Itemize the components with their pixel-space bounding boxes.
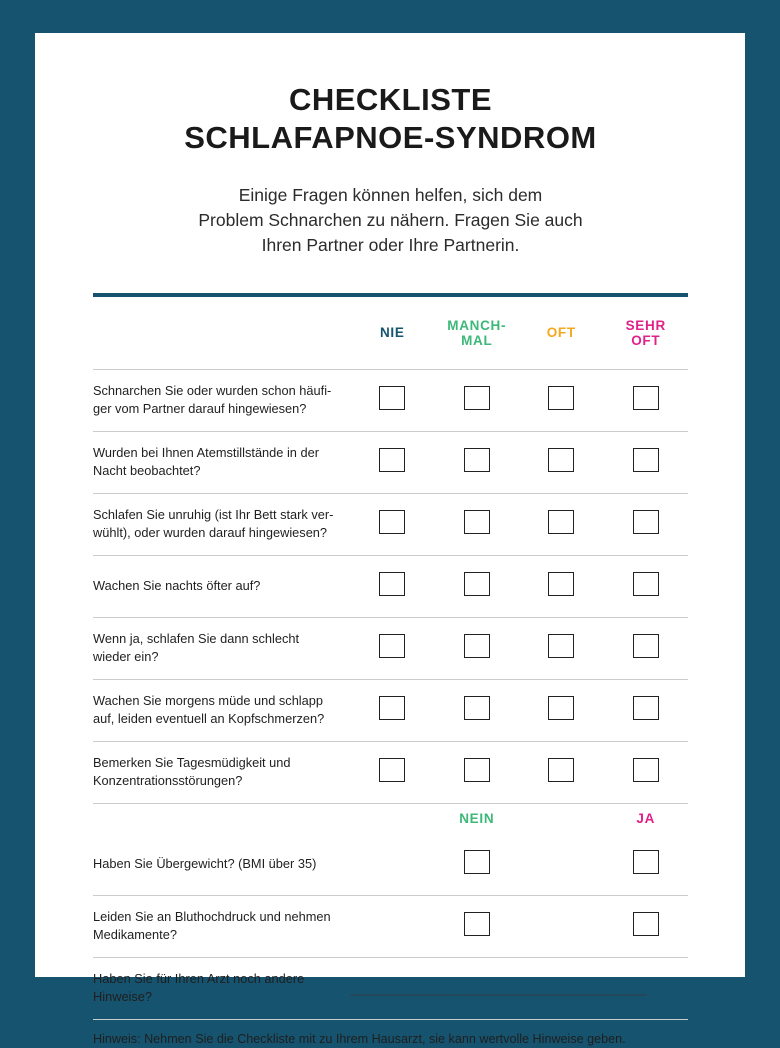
question-text <box>93 895 350 957</box>
question-line-1: Bemerken Sie Tagesmüdigkeit und <box>93 755 291 771</box>
question-line-1: Wachen Sie morgens müde und schlapp <box>93 693 324 709</box>
checkbox-nie[interactable] <box>379 696 405 720</box>
cell-sehr-oft <box>604 555 689 617</box>
question-text <box>93 679 350 741</box>
frequency-header-row <box>93 297 688 370</box>
question-text <box>93 431 350 493</box>
question-line-2: wieder ein? <box>93 649 159 665</box>
yesno-header-spacer-2 <box>350 803 435 834</box>
question-line-1: Wenn ja, schlafen Sie dann schlecht <box>93 631 300 647</box>
checkbox-sehr-oft[interactable] <box>633 448 659 472</box>
checkbox-nie[interactable] <box>379 386 405 410</box>
checkbox-manchmal[interactable] <box>464 448 490 472</box>
cell-oft <box>519 741 604 803</box>
checkbox-oft[interactable] <box>548 386 574 410</box>
cell-sehr-oft <box>604 617 689 679</box>
checkbox-nie[interactable] <box>379 572 405 596</box>
checkbox-manchmal[interactable] <box>464 758 490 782</box>
checkbox-manchmal[interactable] <box>464 510 490 534</box>
yesno-header-spacer-3 <box>519 803 604 834</box>
yesno-header-spacer <box>93 803 350 834</box>
question-line-2: wühlt), oder wurden darauf hingewiesen? <box>93 525 328 541</box>
checkbox-nie[interactable] <box>379 448 405 472</box>
document-content <box>93 33 688 1048</box>
checkbox-oft[interactable] <box>548 448 574 472</box>
column-header-manchmal <box>435 297 520 370</box>
question-text <box>93 957 350 1019</box>
question-text <box>93 555 350 617</box>
checkbox-oft[interactable] <box>548 510 574 534</box>
checkbox-nein[interactable] <box>464 912 490 936</box>
question-text <box>93 493 350 555</box>
column-header-nie: NIE <box>379 325 405 341</box>
cell-oft <box>519 679 604 741</box>
table-row <box>93 741 688 803</box>
cell-nie <box>350 555 435 617</box>
checkbox-nie[interactable] <box>379 758 405 782</box>
cell-oft <box>519 617 604 679</box>
cell-ja <box>604 895 689 957</box>
column-header-sehr-oft-line1: SEHR <box>625 317 666 333</box>
question-line-2: ger vom Partner darauf hingewiesen? <box>93 401 307 417</box>
cell-nie <box>350 741 435 803</box>
question-line-1: Haben Sie für Ihren Arzt noch andere <box>93 971 305 987</box>
title-line-1: CHECKLISTE <box>288 82 493 117</box>
checkbox-oft[interactable] <box>548 634 574 658</box>
question-line-2: Hinweise? <box>93 989 153 1005</box>
table-row <box>93 617 688 679</box>
cell-manchmal <box>435 617 520 679</box>
checkbox-oft[interactable] <box>548 572 574 596</box>
cell-sehr-oft <box>604 493 689 555</box>
checkbox-nein[interactable] <box>464 850 490 874</box>
question-text <box>93 741 350 803</box>
title-line-2: SCHLAFAPNOE-SYNDROM <box>184 119 597 155</box>
footer-note: Hinweis: Nehmen Sie die Checkliste mit zu Ihrem Hausarzt, sie kann wertvolle Hinweise geben. <box>93 1019 688 1048</box>
column-header-manchmal-line2: MAL <box>461 332 493 348</box>
column-header-sehr-oft <box>604 297 689 370</box>
checkbox-sehr-oft[interactable] <box>633 572 659 596</box>
cell-sehr-oft <box>604 369 689 431</box>
table-row <box>93 431 688 493</box>
cell-manchmal <box>435 369 520 431</box>
checkbox-manchmal[interactable] <box>464 696 490 720</box>
column-header-manchmal-line1: MANCH- <box>447 317 507 333</box>
document-page <box>35 33 745 1046</box>
table-row <box>93 369 688 431</box>
table-row <box>93 957 688 1019</box>
checkbox-sehr-oft[interactable] <box>633 696 659 720</box>
cell-nie <box>350 369 435 431</box>
cell-empty <box>350 895 435 957</box>
checkbox-nie[interactable] <box>379 510 405 534</box>
cell-empty-2 <box>519 895 604 957</box>
cell-nie <box>350 679 435 741</box>
page-title <box>93 81 688 157</box>
intro-line-2: Problem Schnarchen zu nähern. Fragen Sie auch <box>198 210 583 230</box>
cell-sehr-oft <box>604 741 689 803</box>
checkbox-sehr-oft[interactable] <box>633 386 659 410</box>
question-line-1: Wachen Sie nachts öfter auf? <box>93 578 261 594</box>
column-header-ja: JA <box>604 803 689 834</box>
cell-sehr-oft <box>604 431 689 493</box>
intro-text <box>93 183 688 259</box>
cell-manchmal <box>435 431 520 493</box>
question-text <box>93 834 350 896</box>
column-header-oft: OFT <box>546 325 576 341</box>
checkbox-manchmal[interactable] <box>464 572 490 596</box>
column-header-nein: NEIN <box>435 803 520 834</box>
checkbox-oft[interactable] <box>548 758 574 782</box>
checkbox-ja[interactable] <box>633 850 659 874</box>
checkbox-sehr-oft[interactable] <box>633 510 659 534</box>
free-answer-line[interactable]: _______________________________________ <box>350 957 688 1019</box>
intro-line-3: Ihren Partner oder Ihre Partnerin. <box>261 235 520 256</box>
checklist-table <box>93 297 688 1019</box>
question-line-1: Schlafen Sie unruhig (ist Ihr Bett stark ver- <box>93 507 334 523</box>
cell-manchmal <box>435 679 520 741</box>
question-line-1: Leiden Sie an Bluthochdruck und nehmen <box>93 909 331 925</box>
table-row <box>93 895 688 957</box>
cell-oft <box>519 493 604 555</box>
cell-nein <box>435 834 520 896</box>
cell-manchmal <box>435 493 520 555</box>
column-header-sehr-oft-line2: OFT <box>631 332 661 348</box>
cell-empty <box>350 834 435 896</box>
question-line-2: Konzentrationsstörungen? <box>93 773 243 789</box>
question-text <box>93 617 350 679</box>
cell-nie <box>350 493 435 555</box>
cell-oft <box>519 369 604 431</box>
table-row <box>93 555 688 617</box>
table-row <box>93 834 688 896</box>
cell-manchmal <box>435 555 520 617</box>
checkbox-sehr-oft[interactable] <box>633 634 659 658</box>
cell-oft <box>519 555 604 617</box>
yesno-header-row <box>93 803 688 834</box>
question-column-header <box>93 297 350 370</box>
checkbox-manchmal[interactable] <box>464 386 490 410</box>
table-row <box>93 679 688 741</box>
question-line-1: Wurden bei Ihnen Atemstillstände in der <box>93 445 319 461</box>
cell-nie <box>350 617 435 679</box>
question-line-1: Haben Sie Übergewicht? (BMI über 35) <box>93 856 317 872</box>
question-line-1: Schnarchen Sie oder wurden schon häufi- <box>93 383 332 399</box>
cell-empty-2 <box>519 834 604 896</box>
checkbox-sehr-oft[interactable] <box>633 758 659 782</box>
question-line-2: Nacht beobachtet? <box>93 463 201 479</box>
question-line-2: auf, leiden eventuell an Kopfschmerzen? <box>93 711 325 727</box>
checkbox-nie[interactable] <box>379 634 405 658</box>
table-row <box>93 493 688 555</box>
cell-manchmal <box>435 741 520 803</box>
cell-sehr-oft <box>604 679 689 741</box>
checkbox-manchmal[interactable] <box>464 634 490 658</box>
cell-oft <box>519 431 604 493</box>
cell-ja <box>604 834 689 896</box>
cell-nie <box>350 431 435 493</box>
question-line-2: Medikamente? <box>93 927 177 943</box>
checkbox-ja[interactable] <box>633 912 659 936</box>
intro-line-1: Einige Fragen können helfen, sich dem <box>238 184 543 205</box>
question-text <box>93 369 350 431</box>
cell-nein <box>435 895 520 957</box>
checkbox-oft[interactable] <box>548 696 574 720</box>
